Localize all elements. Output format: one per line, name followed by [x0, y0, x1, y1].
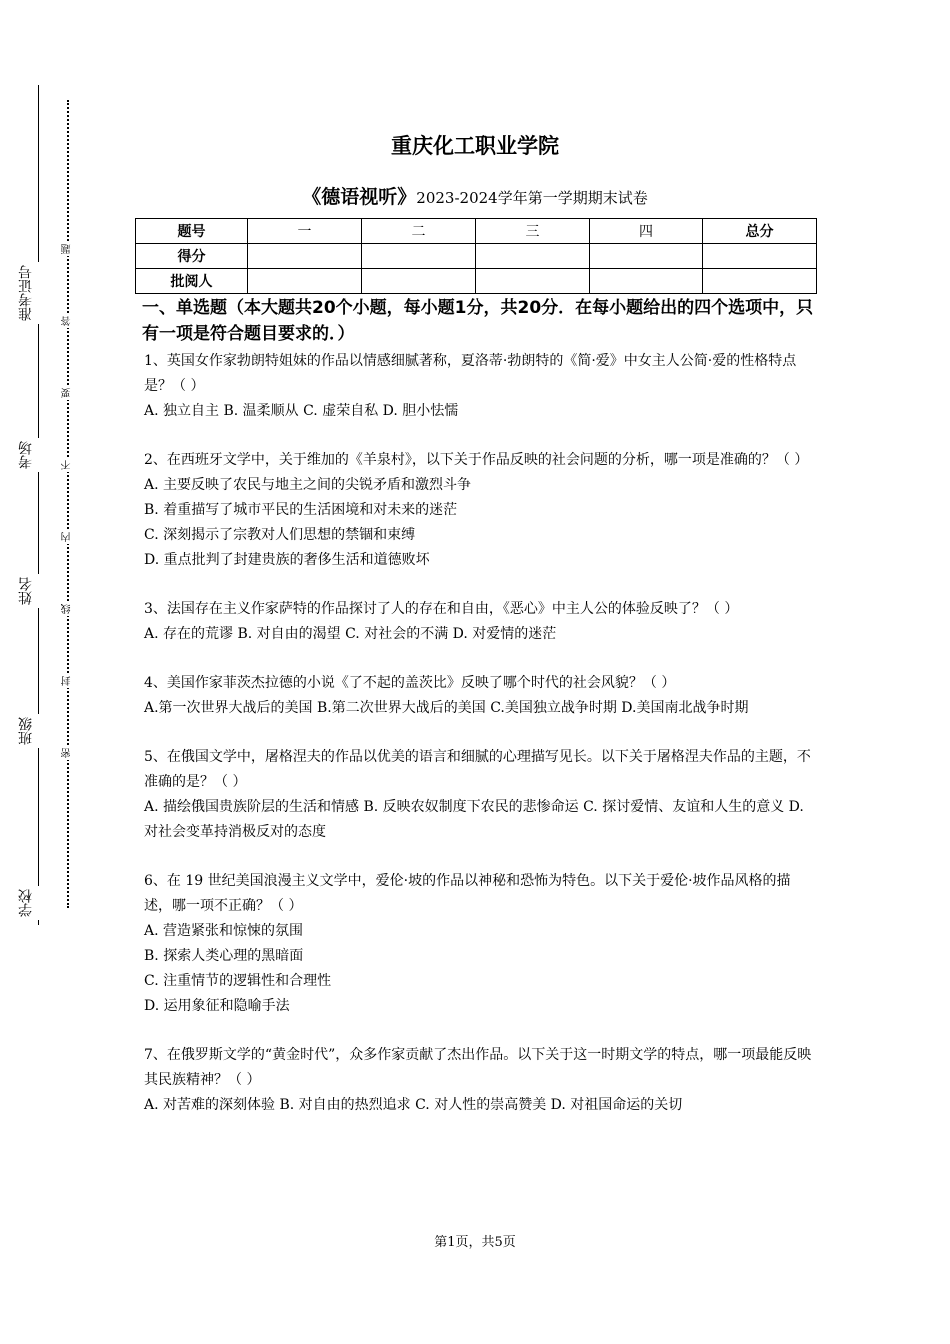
question-options: A. 描绘俄国贵族阶层的生活和情感 B. 反映农奴制度下农民的悲惨命运 C. 探讨爱情、友谊和人生的意义 D. 对社会变革持消极反对的态度: [144, 799, 804, 840]
table-header-cell: 总分: [703, 219, 817, 244]
question-stem: 6、在 19 世纪美国浪漫主义文学中，爱伦·坡的作品以神秘和恐怖为特色。以下关于爱伦·坡作品风格的描述，哪一项不正确？（ ）: [144, 873, 791, 914]
table-header-cell: 四: [590, 219, 703, 244]
grader-cell[interactable]: [703, 269, 817, 294]
question-stem: 7、在俄罗斯文学的“黄金时代”，众多作家贡献了杰出作品。以下关于这一时期文学的特点，哪一项最能反映其民族精神？（ ）: [144, 1047, 812, 1088]
seal-char: 要: [62, 388, 73, 398]
question-options: A. 存在的荒谬 B. 对自由的渴望 C. 对社会的不满 D. 对爱情的迷茫: [144, 626, 557, 642]
score-cell[interactable]: [590, 244, 703, 269]
table-header-cell: 一: [248, 219, 362, 244]
school-title: 重庆化工职业学院: [391, 134, 559, 158]
seal-char: 封: [62, 676, 73, 686]
grader-row: [136, 269, 817, 294]
exam-subtitle: [0, 182, 950, 209]
name-label: 姓名: [16, 574, 40, 608]
seal-char: 线: [62, 604, 73, 614]
question-1: [144, 349, 814, 424]
exam-room-label: 考场: [16, 438, 40, 472]
score-cell[interactable]: [476, 244, 590, 269]
section-heading: 一、单选题（本大题共20个小题，每小题1分，共20分．在每小题给出的四个选项中，只有一项是符合题目要求的．）: [142, 298, 814, 344]
question-option: C. 注重情节的逻辑性和合理性: [144, 973, 332, 989]
school-label: 学校: [16, 886, 40, 920]
question-option: D. 重点批判了封建贵族的奢侈生活和道德败坏: [144, 552, 430, 568]
question-options: A. 独立自主 B. 温柔顺从 C. 虚荣自私 D. 胆小怯懦: [144, 403, 459, 419]
question-2: [144, 448, 814, 573]
binding-solid-line: [38, 85, 39, 925]
question-options: A.第一次世界大战后的美国 B.第二次世界大战后的美国 C.美国独立战争时期 D.美国南北战争时期: [144, 700, 749, 716]
class-label: 班级: [16, 714, 40, 748]
seal-char: 答: [62, 316, 73, 326]
grader-cell[interactable]: [362, 269, 476, 294]
grader-cell[interactable]: [590, 269, 703, 294]
question-stem: 1、英国女作家勃朗特姐妹的作品以情感细腻著称，夏洛蒂·勃朗特的《简·爱》中女主人公简·爱的性格特点是？（ ）: [144, 353, 797, 394]
admission-number-label: 准考证号: [16, 262, 40, 324]
score-table-header-row: [136, 219, 817, 244]
question-option: B. 探索人类心理的黑暗面: [144, 948, 304, 964]
exam-content: [144, 295, 814, 1118]
question-4: [144, 671, 814, 721]
page-number: 第1页，共5页: [434, 1235, 516, 1250]
score-row: [136, 244, 817, 269]
score-row-label: 得分: [136, 244, 248, 269]
table-header-cell: 二: [362, 219, 476, 244]
question-3: [144, 597, 814, 647]
grader-cell[interactable]: [476, 269, 590, 294]
question-option: A. 营造紧张和惊悚的氛围: [144, 923, 304, 939]
question-options: A. 对苦难的深刻体验 B. 对自由的热烈追求 C. 对人性的崇高赞美 D. 对祖国命运的关切: [144, 1097, 683, 1113]
grader-cell[interactable]: [248, 269, 362, 294]
question-6: [144, 869, 814, 1019]
score-cell[interactable]: [248, 244, 362, 269]
question-option: A. 主要反映了农民与地主之间的尖锐矛盾和激烈斗争: [144, 477, 472, 493]
grader-row-label: 批阅人: [136, 269, 248, 294]
table-header-cell: 题号: [136, 219, 248, 244]
binding-dotted-line: [67, 100, 69, 908]
question-stem: 5、在俄国文学中，屠格涅夫的作品以优美的语言和细腻的心理描写见长。以下关于屠格涅夫作品的主题，不准确的是？（ ）: [144, 749, 811, 790]
term-text: 2023-2024学年第一学期期末试卷: [416, 189, 648, 207]
seal-char: 题: [62, 244, 73, 254]
seal-char: 密: [62, 748, 73, 758]
score-table: [135, 218, 817, 294]
question-stem: 3、法国存在主义作家萨特的作品探讨了人的存在和自由，《恶心》中主人公的体验反映了？（ ）: [144, 601, 739, 617]
score-cell[interactable]: [703, 244, 817, 269]
seal-char: 内: [62, 532, 73, 542]
question-stem: 2、在西班牙文学中，关于维加的《羊泉村》，以下关于作品反映的社会问题的分析，哪一项是准确的？（ ）: [144, 452, 809, 468]
score-cell[interactable]: [362, 244, 476, 269]
question-7: [144, 1043, 814, 1118]
question-option: B. 着重描写了城市平民的生活困境和对未来的迷茫: [144, 502, 458, 518]
table-header-cell: 三: [476, 219, 590, 244]
question-option: D. 运用象征和隐喻手法: [144, 998, 290, 1014]
course-title: 《德语视听》: [302, 186, 417, 208]
question-5: [144, 745, 814, 845]
question-option: C. 深刻揭示了宗教对人们思想的禁锢和束缚: [144, 527, 416, 543]
question-stem: 4、美国作家菲茨杰拉德的小说《了不起的盖茨比》反映了哪个时代的社会风貌？（ ）: [144, 675, 676, 691]
seal-char: 不: [62, 460, 73, 470]
